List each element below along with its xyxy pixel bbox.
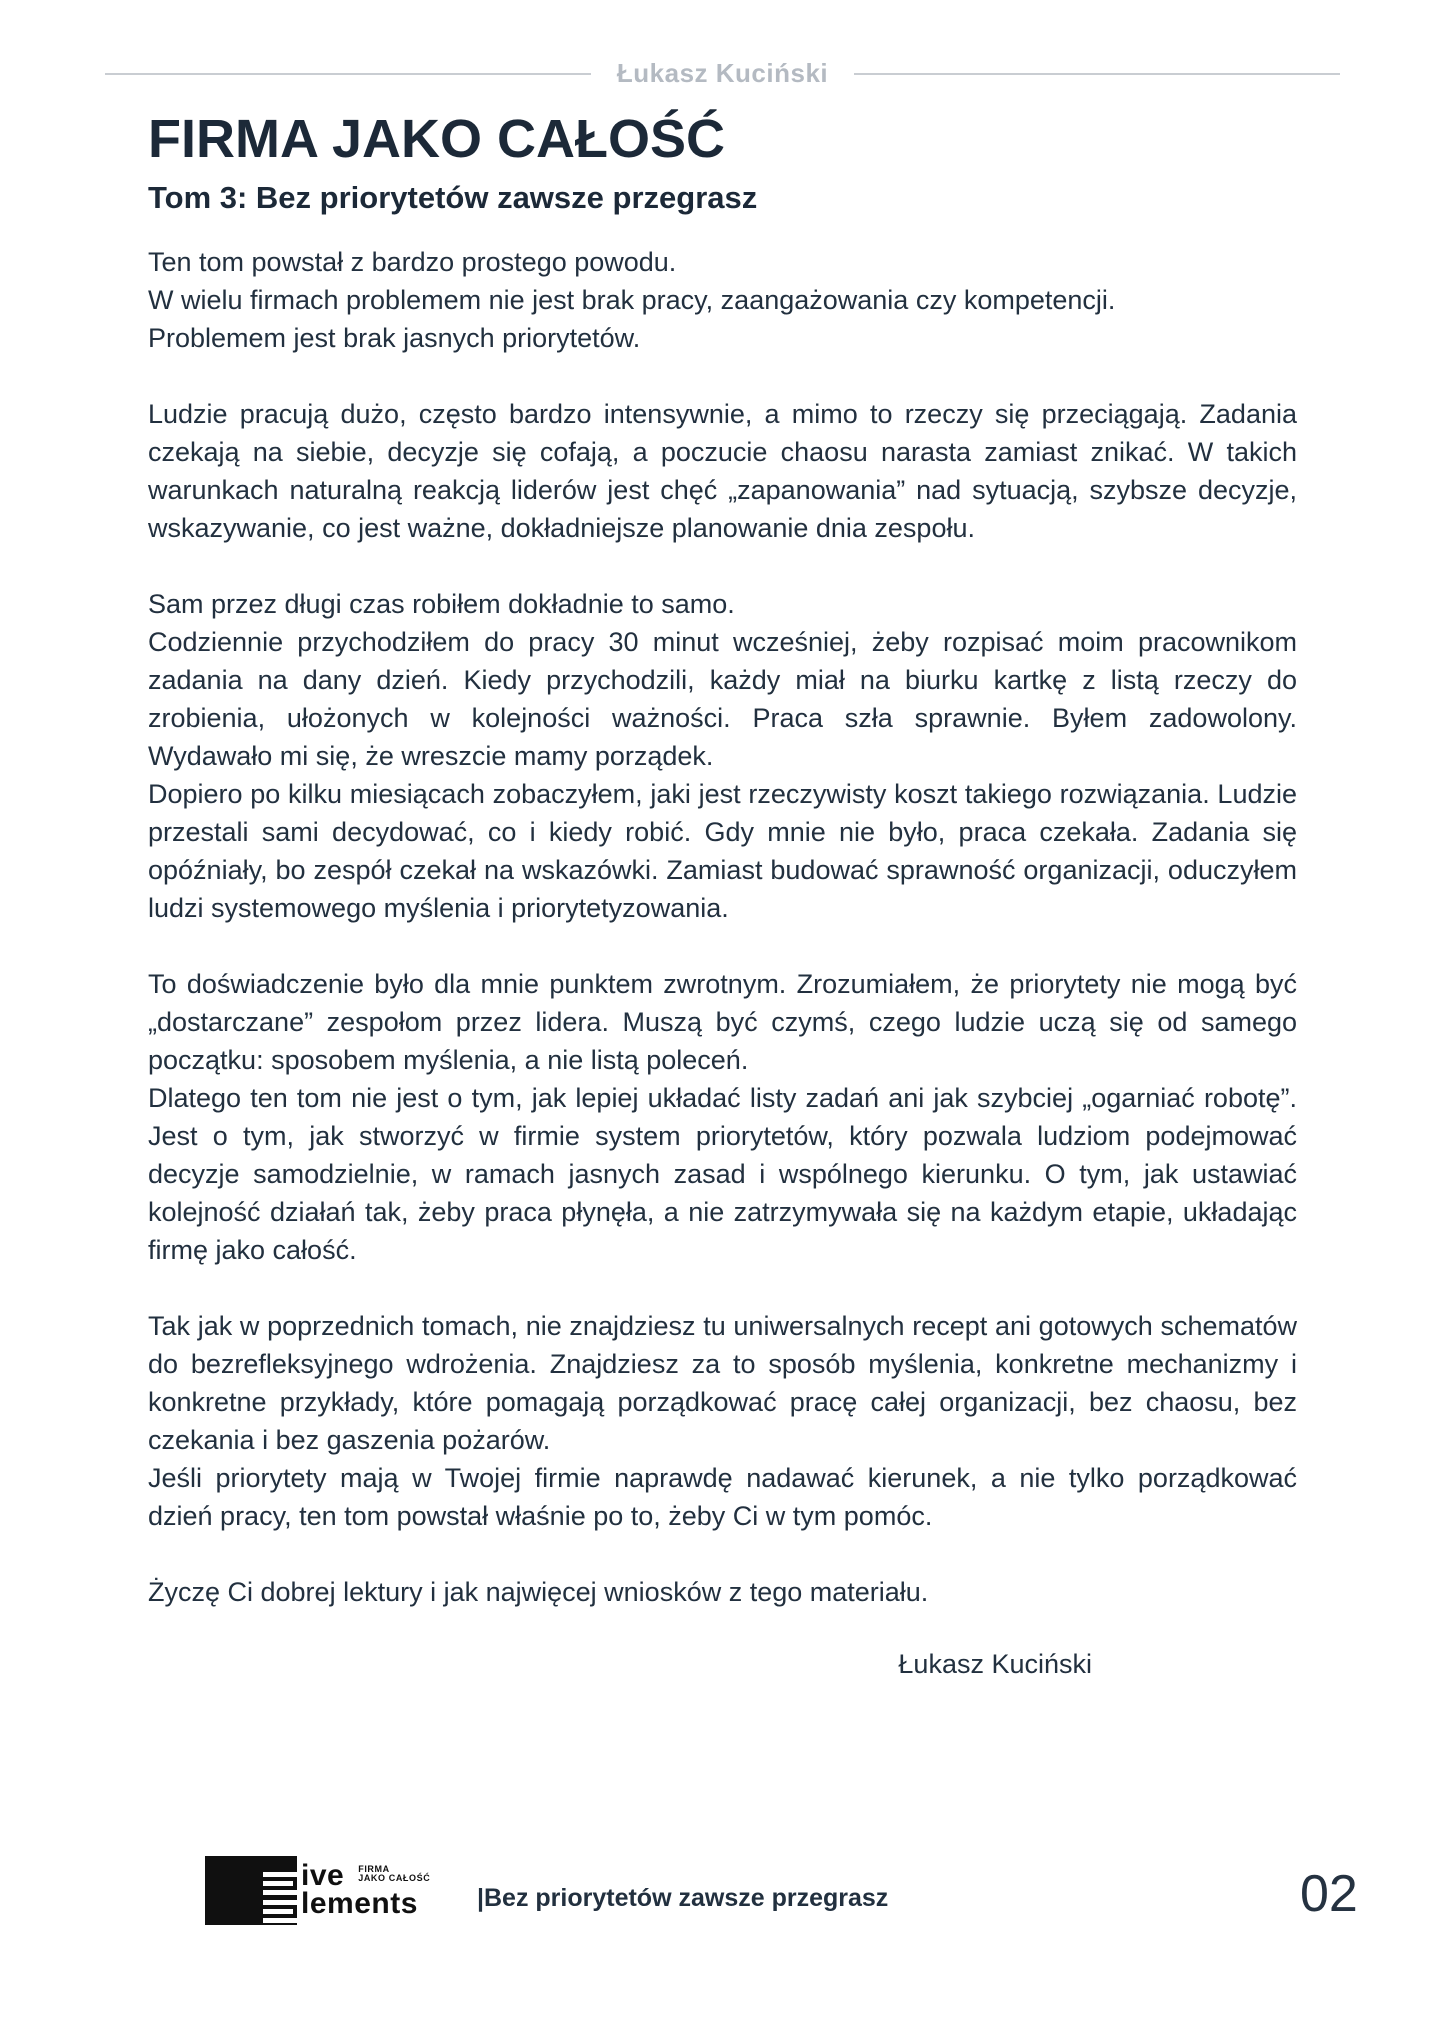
paragraph-text: Dlatego ten tom nie jest o tym, jak lepiej układać listy zadań ani jak szybciej „ogarniać robotę”. Jest o tym, jak stworzyć w firmie system priorytetów, który pozwala ludziom podejmować decyzje samodzielnie, w ramach jasnych zasad i wspólnego kierunku. O tym, jak ustawiać kolejność działań tak, żeby praca płynęła, a nie zatrzymywała się na każdym etapie, układając firmę jako całość. [148,1083,1297,1265]
paragraph-text: Życzę Ci dobrej lektury i jak najwięcej wniosków z tego materiału. [148,1577,929,1607]
header-rule-left [105,73,591,75]
logo-word-top: ive [301,1859,345,1892]
paragraph-text: Ludzie pracują dużo, często bardzo intensywnie, a mimo to rzeczy się przeciągają. Zadania czekają na siebie, decyzje się cofają, a poczucie chaosu narasta zamiast znikać. W takich warunkach naturalną reakcją liderów jest chęć „zapanowania” nad sytuacją, szybsze decyzje, wskazywanie, co jest ważne, dokładniejsze planowanie dnia zespołu. [148,399,1297,543]
logo-row-top [301,1859,431,1892]
logo-word-bottom: lements [301,1887,418,1920]
paragraph-text: To doświadczenie było dla mnie punktem zwrotnym. Zrozumiałem, że priorytety nie mogą być „dostarczane” zespołom przez lidera. Muszą być czymś, czego ludzie uczą się od samego początku: sposobem myślenia, a nie listą poleceń. [148,969,1297,1075]
logo-square [205,1856,297,1925]
paragraph [148,243,1297,357]
header-rule-right [854,73,1340,75]
page-header [0,0,1445,89]
paragraph [148,965,1297,1269]
logo-small-text [358,1865,430,1883]
signature: Łukasz Kuciński [898,1649,1092,1679]
paragraph-text: Ten tom powstał z bardzo prostego powodu. [148,247,677,277]
paragraph [148,395,1297,547]
page-content [0,109,1445,1680]
paragraph-text: Dopiero po kilku miesiącach zobaczyłem, jaki jest rzeczywisty koszt takiego rozwiązania. Ludzie przestali sami decydować, co i kiedy robić. Gdy mnie nie było, praca czekała. Zadania się opóźniały, bo zespół czekał na wskazówki. Zamiast budować sprawność organizacji, oduczyłem ludzi systemowego myślenia i priorytetyzowania. [148,779,1297,923]
footer-tagline: |Bez priorytetów zawsze przegrasz [477,1884,889,1912]
paragraph-text: Sam przez długi czas robiłem dokładnie to samo. [148,589,735,619]
logo-small-line1: FIRMA [358,1864,390,1874]
paragraph [148,1307,1297,1535]
paragraph-text: Codziennie przychodziłem do pracy 30 minut wcześniej, żeby rozpisać moim pracownikom zadania na dany dzień. Kiedy przychodzili, każdy miał na biurku kartkę z listą rzeczy do zrobienia, ułożonych w kolejności ważności. Praca szła sprawnie. Byłem zadowolony. Wydawało mi się, że wreszcie mamy porządek. [148,627,1297,771]
body-paragraphs [148,243,1297,1611]
paragraph-text: Jeśli priorytety mają w Twojej firmie naprawdę nadawać kierunek, a nie tylko porządkować dzień pracy, ten tom powstał właśnie po to, żeby Ci w tym pomóc. [148,1463,1297,1531]
paragraph-text: Problemem jest brak jasnych priorytetów. [148,323,641,353]
logo-small-line2: JAKO CAŁOŚĆ [358,1873,431,1883]
author-name: Łukasz Kuciński [616,58,829,88]
page-title: FIRMA JAKO CAŁOŚĆ [148,109,725,169]
paragraph [148,585,1297,927]
paragraph-text: Tak jak w poprzednich tomach, nie znajdziesz tu uniwersalnych recept ani gotowych schematów do bezrefleksyjnego wdrożenia. Znajdziesz za to sposób myślenia, konkretne mechanizmy i konkretne przykłady, które pomagają porządkować pracę całej organizacji, bez chaosu, bez czekania i bez gaszenia pożarów. [148,1311,1297,1455]
page-number: 02 [1300,1865,1358,1923]
logo-wordmark [301,1859,431,1920]
paragraph-text: W wielu firmach problemem nie jest brak pracy, zaangażowania czy kompetencji. [148,285,1116,315]
paragraph [148,1573,1297,1611]
page-subtitle: Tom 3: Bez priorytetów zawsze przegrasz [148,180,758,215]
